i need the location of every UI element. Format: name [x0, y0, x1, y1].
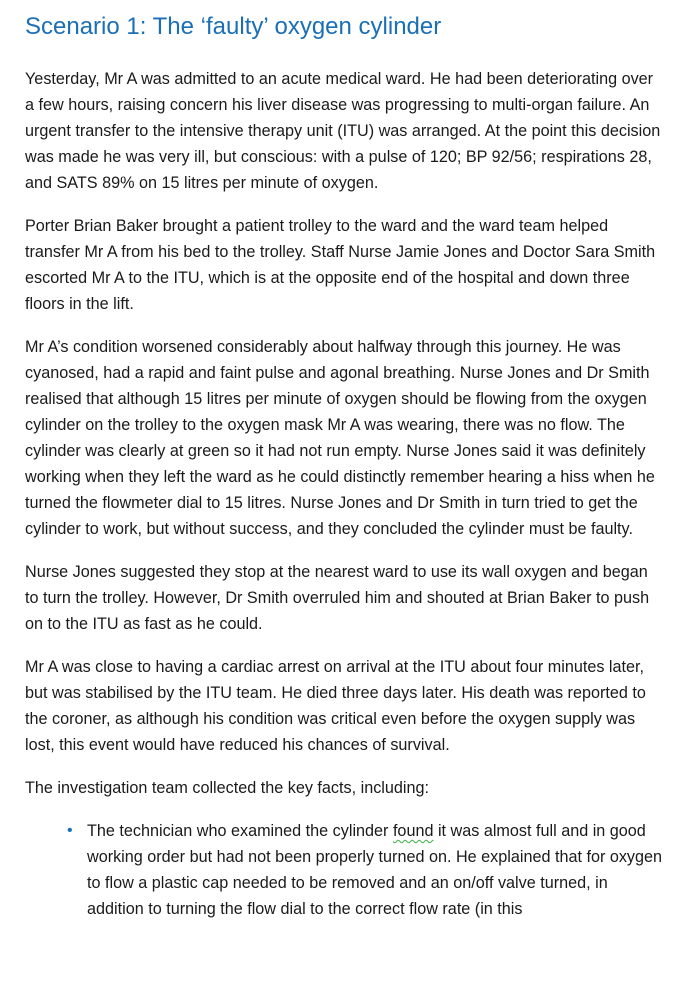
page-title: Scenario 1: The ‘faulty’ oxygen cylinder — [25, 13, 442, 40]
paragraph-decision: Nurse Jones suggested they stop at the nearest ward to use its wall oxygen and began to turn the trolley. However, Dr Smith overruled him and shouted at Brian Baker to push on to the ITU as fast as he could. — [25, 563, 650, 633]
paragraph-outcome: Mr A was close to having a cardiac arrest on arrival at the ITU about four minutes later, but was stabilised by the ITU team. He died three days later. His death was reported to the coroner, as although his condition was critical even before the oxygen supply was lost, this event would have reduced his chances of survival. — [25, 658, 646, 754]
bullet-icon: • — [67, 822, 73, 839]
list-item-text-start: The technician who examined the cylinder — [87, 822, 393, 840]
list-item-text-end: it was almost full and in good working order but had not been properly turned on. He explained that for oxygen to flow a plastic cap needed to be removed and an on/off valve turned, in addition to turning the flow dial to the correct flow rate (in this — [87, 822, 663, 918]
key-facts-list — [25, 818, 665, 922]
paragraph-admission: Yesterday, Mr A was admitted to an acute medical ward. He had been deteriorating over a few hours, raising concern his liver disease was progressing to multi-organ failure. An urgent transfer to the intensive therapy unit (ITU) was arranged. At the point this decision was made he was very ill, but conscious: with a pulse of 120; BP 92/56; respirations 28, and SATS 89% on 15 litres per minute of oxygen. — [25, 70, 661, 192]
paragraph-deterioration: Mr A’s condition worsened considerably about halfway through this journey. He was cyanosed, had a rapid and faint pulse and agonal breathing. Nurse Jones and Dr Smith realised that although 15 litres per minute of oxygen should be flowing from the oxygen cylinder on the trolley to the oxygen mask Mr A was wearing, there was no flow. The cylinder was clearly at green so it had not run empty. Nurse Jones said it was definitely working when they left the ward as he could distinctly remember hearing a hiss when he turned the flowmeter dial to 15 litres. Nurse Jones and Dr Smith in turn tried to get the cylinder to work, but without success, and they concluded the cylinder must be faulty. — [25, 338, 655, 538]
paragraph-investigation-intro: The investigation team collected the key facts, including: — [25, 779, 430, 797]
list-item — [67, 818, 665, 922]
spellcheck-flagged-word[interactable]: found — [392, 822, 434, 840]
document-page — [25, 12, 665, 922]
paragraph-transfer: Porter Brian Baker brought a patient trolley to the ward and the ward team helped transfer Mr A from his bed to the trolley. Staff Nurse Jamie Jones and Doctor Sara Smith escorted Mr A to the ITU, which is at the opposite end of the hospital and down three floors in the lift. — [25, 217, 656, 313]
